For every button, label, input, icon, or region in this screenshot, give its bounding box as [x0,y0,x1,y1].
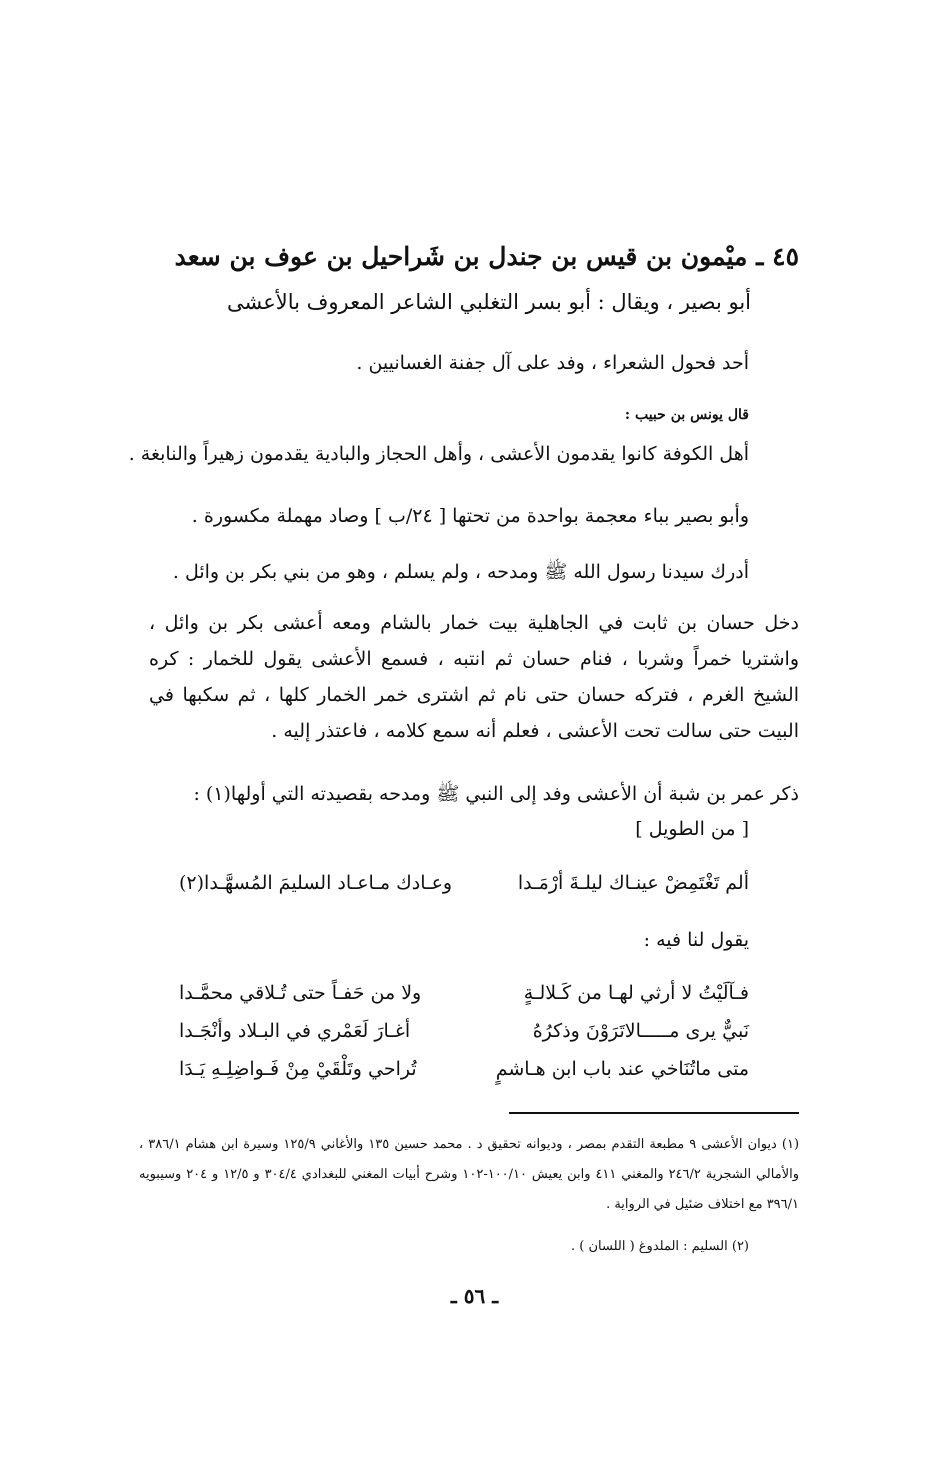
hassan-paragraph: دخل حسان بن ثابت في الجاهلية بيت خمار بالشام ومعه أعشى بكر بن وائل ، واشتريا خمراً وشربا ، فنام حسان ثم انتبه ، فسمع الأعشى يقول للخمار : كره الشيخ الغرم ، فتركه حسان حتى نام ثم اشترى خمر الخمار كلها ، ثم سكبها في البيت حتى سالت تحت الأعشى ، فعلم أنه سمع كلامه ، فاعتذر إليه . [149,612,799,742]
verse-row [179,872,749,904]
verse-row [179,1058,749,1090]
says-intro: يقول لنا فيه : [643,929,749,951]
footnote-2: (٢) السليم : الملدوغ ( اللسان ) . [571,1239,749,1254]
verse-row [179,982,749,1014]
prophet-line: أدرك سيدنا رسول الله ﷺ ومدحه ، ولم يسلم ، وهو من بني بكر بن وائل . [172,561,749,583]
quote-heading: قال يونس بن حبيب : [624,407,749,423]
page-number: ـ ٥٦ ـ [450,1284,499,1308]
verse-second-half: أغـارَ لَعَمْري في البـلاد وأنْجَـدا [179,1020,411,1042]
verse-second-half: وعـادك مـاعـاد السليمَ المُسهَّـدا(٢) [179,872,453,894]
name-spelling-line: وأبو بصير بباء معجمة بواحدة من تحتها [ ٢٤/ب ] وصاد مهملة مكسورة . [191,505,749,527]
verse-row [179,1020,749,1052]
verse-first-half: فـآلَيْتُ لا أرثي لهـا من كَـلالـةٍ [523,982,749,1004]
footnote-divider [509,1112,799,1114]
umar-paragraph: ذكر عمر بن شبة أن الأعشى وفد إلى النبي ﷺ ومدحه بقصيدته التي أولها(١) : [193,783,799,805]
entry-title: ٤٥ ـ ميْمون بن قيس بن جندل بن شَراحيل بن عوف بن سعد [174,242,799,271]
verse-second-half: تُراحي وتَلْقَيْ مِنْ فَـواضِلِـهِ يَـدَا [179,1058,417,1080]
verse-first-half: ألم تَغْتَمِضْ عينـاك ليلـةَ أرْمَـدا [517,872,749,894]
intro-line: أحد فحول الشعراء ، وفد على آل جفنة الغسانيين . [356,352,749,374]
footnote-1: (١) ديوان الأعشى ٩ مطبعة التقدم بمصر ، وديوانه تحقيق د . محمد حسين ١٣٥ والأغاني ١٢٥/٩ وسيرة ابن هشام ٣٨٦/١ ، والأمالي الشجرية ٢٤٦/٢ والمغني ٤١١ وابن يعيش ١٠٠/١٠-١٠٢ وشرح أبيات المغني للبغدادي ٣٠٤/٤ و ١٢/٥ و ٢٠٤ وسيبويه ٣٩٦/١ مع اختلاف ضئيل في الرواية . [139,1137,800,1212]
meter-label: [ من الطويل ] [635,818,749,840]
entry-subtitle: أبو بصير ، ويقال : أبو بسر التغلبي الشاعر المعروف بالأعشى [226,290,752,314]
verse-first-half: نَبيٌّ يرى مـــــالاتَرَوْنَ وذكرُهُ [532,1020,749,1042]
verse-second-half: ولا من حَفـاً حتى تُـلاقي محمَّـدا [179,982,422,1004]
verse-first-half: متى ماتُنَاخي عند باب ابن هـاشمٍ [495,1058,749,1080]
kufa-line: أهل الكوفة كانوا يقدمون الأعشى ، وأهل الحجاز والبادية يقدمون زهيراً والنابغة . [128,443,749,465]
